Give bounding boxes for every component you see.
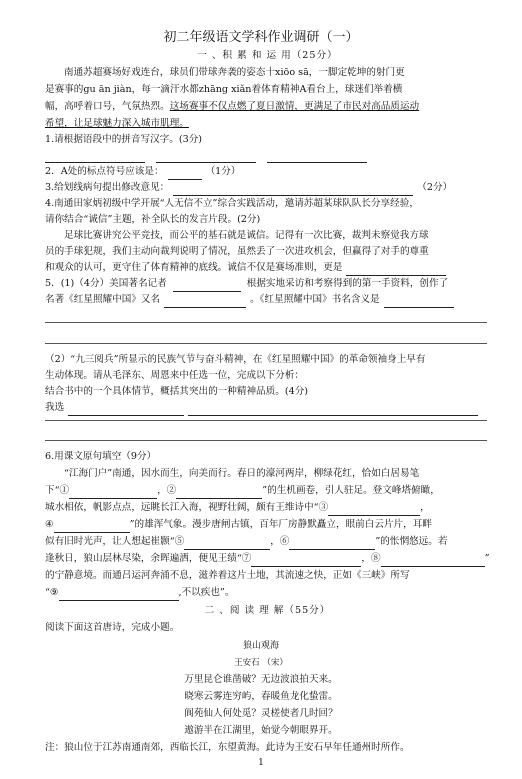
answer-line[interactable] [45,343,487,344]
question-6-line-3: 城水相依，帆影点点，远眺长江入海，视野壮阔，颇有王维诗中“③ ， [45,500,490,516]
question-6-line-7: 的宁静意境。而通吕运河奔涌不息，滋养着这片土地，其流速之快，正如《三峡》所写 [45,570,410,581]
answer-blank[interactable] [346,264,446,276]
question-6-line-5: 似有旧时光声，让人想起崔颢“⑤ ，⑥ ”的怅惘悠远。若 [45,534,490,550]
answer-blank[interactable] [267,151,367,163]
passage-line-3: 幅，高呼着口号，气氛热烈。这场赛事不仅点燃了夏日激情，更满足了市民对高品质运动 [45,101,420,112]
answer-line[interactable] [45,420,487,421]
poem-note: 注：狼山位于江苏南通南郊，西临长江，东望黄海。此诗为王安石早年任通州时所作。 [45,742,410,753]
answer-blank[interactable] [176,487,262,499]
answer-blank[interactable] [384,296,454,308]
answer-blank[interactable] [188,404,478,416]
section-1-heading: 一 、积 累 和 运 用（25分） [197,50,338,61]
poem-line-1: 万里昆仑谁凿破？无边波浪拍天来。 [184,674,338,685]
answer-blank[interactable] [69,487,157,499]
question-6-line-2: 下“① ，② ”的生机画卷，引人驻足。登文峰塔俯瞰， [45,483,490,499]
question-6-line-6: 逢秋日，狼山层林尽染，余晖遍洒，便见王绩“⑦ ，⑧ ” [45,551,490,567]
question-5b-line-1: （2）“九三阅兵”所显示的民族气节与奋斗精神，在《红星照耀中国》的革命领袖身上早有 [45,354,426,365]
question-1-blanks [45,147,490,163]
question-4-line-1: 4.南通田家炳初级中学开展“人无信不立”综合实践活动，邀请苏超某球队队长分享经验， [45,198,419,209]
question-2: 2．A处的标点符号应该是： （1分） [45,164,490,180]
poem-title: 狼山观海 [242,641,279,651]
underlined-sentence: 这场赛事不仅点燃了夏日激情，更满足了市民对高品质运动 [169,101,420,112]
poem-line-2: 晓寒云雾连穷屿，春暖鱼龙化蛰雷。 [184,691,338,702]
question-4-line-2: 请你结合“诚信”主题，补全队长的发言片段。(2分) [45,214,261,225]
poem-line-4: 遨游半在江湖里，始觉今朝眼界开。 [184,725,338,736]
passage-line-1: 南通苏超赛场好戏连台，球员们带球奔袭的姿态十xiōo sā，一脚定乾坤的射门更 [64,67,405,78]
section-2-heading: 二 、阅 读 理 解（55分） [204,605,331,616]
answer-blank[interactable] [173,184,413,196]
underlined-sentence-end: 希望，让足球魅力深入城市肌理。 [45,118,189,129]
answer-blank[interactable] [328,504,420,516]
answer-blank[interactable] [173,280,241,292]
question-5b-line-4: 我选 [45,400,490,416]
poem-line-3: 阆苑仙人何处觅？灵槎使者几时回？ [184,708,338,719]
question-1: 1.请根据语段中的拼音写汉字。(3分) [45,134,203,145]
answer-blank[interactable] [45,151,145,163]
question-6: 6.用课文原句填空（9分） [45,451,157,462]
question-4-line-3: 足球比赛讲究公平竞技，而公平的基石就是诚信。记得有一次比赛，裁判未察觉我方球 [64,230,429,241]
answer-blank[interactable] [68,404,184,416]
answer-line[interactable] [45,322,487,323]
question-5-line-1: 5．(1)（4分）美国著名记者 根据实地采访和考察得到的第一手资料，创作了 [45,276,490,292]
answer-blank[interactable] [251,555,361,567]
question-6-line-1: “江海门户”南通，因水而生，向美而行。春日的濠河两岸，柳绿花红，恰如白居易笔 [64,468,420,479]
answer-blank[interactable] [381,555,485,567]
page-number: 1 [258,758,264,768]
answer-blank[interactable] [168,168,202,180]
answer-line[interactable] [45,440,487,441]
answer-blank[interactable] [54,521,130,533]
answer-blank[interactable] [59,589,179,601]
answer-blank[interactable] [184,538,270,550]
poem-author: 王安石 （宋） [234,658,288,668]
reading-intro: 阅读下面这首唐诗，完成小题。 [45,622,180,633]
answer-blank[interactable] [156,151,256,163]
question-4-line-5: 和观众的认可，更守住了体育精神的底线。诚信不仅是赛场准则，更是 [45,260,490,276]
passage-line-4 [45,116,490,132]
question-5-line-2: 名著《红星照耀中国》又名 。《红星照耀中国》书名含义是 [45,292,490,308]
question-6-line-4: ④ ”的雄浑气象。漫步唐闸古镇，百年厂房静默矗立，眼前白云片片，耳畔 [45,517,490,533]
answer-blank[interactable] [289,538,375,550]
question-6-line-8: “⑨ ,不以疾也”。 [45,585,490,601]
question-4-line-4: 员的手球犯规，我们主动向裁判说明了情况，虽然丢了一次进攻机会，但赢得了对手的尊重 [45,246,429,257]
question-5b-line-2: 生动体现。请从毛泽东、周恩来中任选一位，完成以下分析： [45,370,305,381]
question-5b-line-3: 结合书中的一个具体情节，概括其突出的一种精神品质。(4分) [45,386,309,397]
page-title: 初二年级语文学科作业调研（一） [163,30,359,45]
passage-line-2: 是赛事的gu ān jiàn，每一滴汗水都zhāng xiǎn着体育精神A看台上，球迷们举着横 [45,84,403,95]
question-3: 3.给划线病句提出修改意见： （2分） [45,180,490,196]
answer-blank[interactable] [164,296,246,308]
